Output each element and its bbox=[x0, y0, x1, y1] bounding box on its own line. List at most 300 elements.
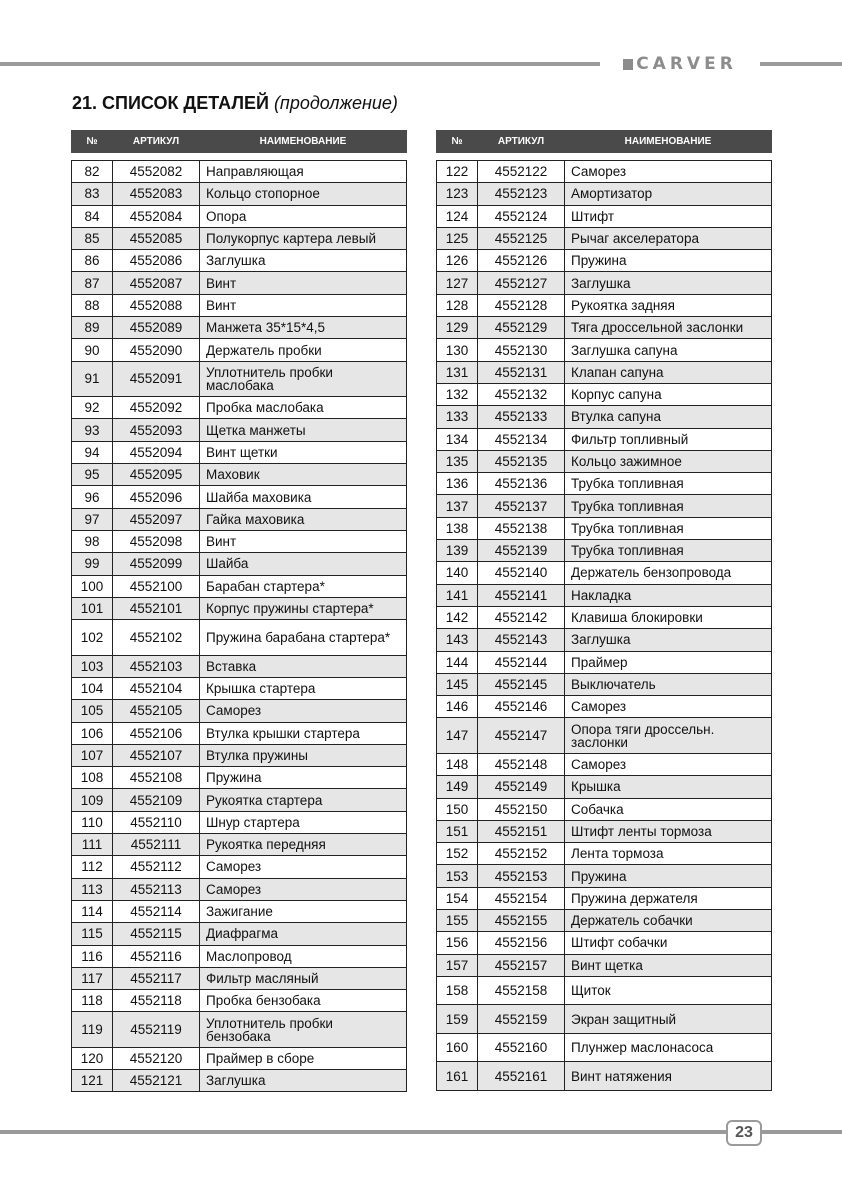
part-article: 4552153 bbox=[478, 865, 565, 887]
part-name: Штифт собачки bbox=[565, 932, 772, 954]
table-row bbox=[72, 250, 407, 272]
part-article: 4552119 bbox=[113, 1012, 200, 1048]
table-row bbox=[72, 967, 407, 989]
part-article: 4552128 bbox=[478, 294, 565, 316]
table-row bbox=[72, 923, 407, 945]
parts-table-left-body bbox=[72, 153, 407, 1092]
part-name: Диафрагма bbox=[200, 923, 407, 945]
table-row bbox=[437, 843, 772, 865]
part-article: 4552149 bbox=[478, 776, 565, 798]
column-header-name: НАИМЕНОВАНИЕ bbox=[200, 131, 407, 153]
part-name: Зажигание bbox=[200, 900, 407, 922]
table-row bbox=[437, 820, 772, 842]
table-row bbox=[437, 361, 772, 383]
part-article: 4552121 bbox=[113, 1070, 200, 1092]
part-number: 117 bbox=[72, 967, 113, 989]
part-name: Винт натяжения bbox=[565, 1062, 772, 1091]
part-article: 4552085 bbox=[113, 227, 200, 249]
table-row bbox=[437, 606, 772, 628]
part-number: 104 bbox=[72, 677, 113, 699]
part-number: 105 bbox=[72, 700, 113, 722]
table-row bbox=[437, 910, 772, 932]
part-name: Саморез bbox=[200, 700, 407, 722]
part-name: Праймер bbox=[565, 651, 772, 673]
header-gap bbox=[437, 153, 772, 161]
part-article: 4552133 bbox=[478, 406, 565, 428]
part-name: Саморез bbox=[565, 696, 772, 718]
part-article: 4552117 bbox=[113, 967, 200, 989]
part-name: Выключатель bbox=[565, 673, 772, 695]
part-number: 121 bbox=[72, 1070, 113, 1092]
part-number: 111 bbox=[72, 834, 113, 856]
table-row bbox=[437, 317, 772, 339]
table-row bbox=[72, 597, 407, 619]
table-row bbox=[437, 629, 772, 651]
part-article: 4552104 bbox=[113, 677, 200, 699]
part-article: 4552092 bbox=[113, 397, 200, 419]
table-row bbox=[72, 1070, 407, 1092]
part-name: Заглушка bbox=[565, 272, 772, 294]
part-article: 4552161 bbox=[478, 1062, 565, 1091]
table-row bbox=[437, 339, 772, 361]
part-name: Амортизатор bbox=[565, 183, 772, 205]
table-row bbox=[437, 227, 772, 249]
part-article: 4552124 bbox=[478, 205, 565, 227]
table-row bbox=[437, 450, 772, 472]
table-header bbox=[437, 131, 772, 153]
part-name: Клапан сапуна bbox=[565, 361, 772, 383]
page-title-continuation: (продолжение) bbox=[273, 93, 398, 113]
part-article: 4552127 bbox=[478, 272, 565, 294]
part-number: 150 bbox=[437, 798, 478, 820]
table-row bbox=[437, 473, 772, 495]
part-article: 4552125 bbox=[478, 227, 565, 249]
part-name: Уплотнитель пробки бензобака bbox=[200, 1012, 407, 1048]
part-number: 100 bbox=[72, 575, 113, 597]
part-article: 4552131 bbox=[478, 361, 565, 383]
part-number: 149 bbox=[437, 776, 478, 798]
table-row bbox=[437, 428, 772, 450]
part-article: 4552099 bbox=[113, 553, 200, 575]
part-article: 4552160 bbox=[478, 1033, 565, 1062]
table-row bbox=[72, 486, 407, 508]
part-number: 110 bbox=[72, 811, 113, 833]
part-name: Пружина держателя bbox=[565, 887, 772, 909]
table-row bbox=[72, 227, 407, 249]
part-article: 4552091 bbox=[113, 361, 200, 397]
part-name: Рукоятка задняя bbox=[565, 294, 772, 316]
part-number: 139 bbox=[437, 540, 478, 562]
part-article: 4552144 bbox=[478, 651, 565, 673]
table-row bbox=[72, 655, 407, 677]
part-article: 4552087 bbox=[113, 272, 200, 294]
part-name: Маховик bbox=[200, 464, 407, 486]
table-row bbox=[437, 294, 772, 316]
table-row bbox=[72, 878, 407, 900]
part-name: Пружина барабана стартера* bbox=[200, 620, 407, 656]
table-row bbox=[72, 744, 407, 766]
part-name: Трубка топливная bbox=[565, 517, 772, 539]
table-row bbox=[437, 1033, 772, 1062]
part-name: Накладка bbox=[565, 584, 772, 606]
part-article: 4552102 bbox=[113, 620, 200, 656]
table-row bbox=[72, 789, 407, 811]
table-row bbox=[72, 272, 407, 294]
part-number: 148 bbox=[437, 753, 478, 775]
part-number: 158 bbox=[437, 976, 478, 1005]
part-article: 4552155 bbox=[478, 910, 565, 932]
part-article: 4552143 bbox=[478, 629, 565, 651]
part-article: 4552159 bbox=[478, 1005, 565, 1034]
part-article: 4552097 bbox=[113, 508, 200, 530]
part-number: 155 bbox=[437, 910, 478, 932]
table-row bbox=[72, 294, 407, 316]
part-article: 4552084 bbox=[113, 205, 200, 227]
part-number: 107 bbox=[72, 744, 113, 766]
part-number: 125 bbox=[437, 227, 478, 249]
part-number: 137 bbox=[437, 495, 478, 517]
part-number: 159 bbox=[437, 1005, 478, 1034]
part-name: Корпус пружины стартера* bbox=[200, 597, 407, 619]
part-number: 160 bbox=[437, 1033, 478, 1062]
part-article: 4552136 bbox=[478, 473, 565, 495]
part-name: Саморез bbox=[200, 856, 407, 878]
part-name: Праймер в сборе bbox=[200, 1047, 407, 1069]
table-row bbox=[437, 250, 772, 272]
part-article: 4552145 bbox=[478, 673, 565, 695]
part-article: 4552154 bbox=[478, 887, 565, 909]
part-article: 4552106 bbox=[113, 722, 200, 744]
part-number: 136 bbox=[437, 473, 478, 495]
table-row bbox=[437, 954, 772, 976]
part-name: Пробка бензобака bbox=[200, 990, 407, 1012]
table-row bbox=[437, 161, 772, 183]
parts-table-right bbox=[436, 130, 772, 1091]
part-number: 154 bbox=[437, 887, 478, 909]
part-name: Винт bbox=[200, 272, 407, 294]
part-number: 128 bbox=[437, 294, 478, 316]
page-title bbox=[72, 93, 398, 114]
part-name: Опора тяги дроссельн. заслонки bbox=[565, 718, 772, 754]
part-name: Заглушка bbox=[565, 629, 772, 651]
table-row bbox=[437, 383, 772, 405]
part-name: Клавиша блокировки bbox=[565, 606, 772, 628]
part-number: 87 bbox=[72, 272, 113, 294]
table-row bbox=[437, 798, 772, 820]
table-row bbox=[72, 834, 407, 856]
part-number: 123 bbox=[437, 183, 478, 205]
part-article: 4552139 bbox=[478, 540, 565, 562]
part-number: 89 bbox=[72, 317, 113, 339]
part-number: 132 bbox=[437, 383, 478, 405]
part-number: 142 bbox=[437, 606, 478, 628]
part-name: Штифт ленты тормоза bbox=[565, 820, 772, 842]
table-row bbox=[437, 932, 772, 954]
part-name: Трубка топливная bbox=[565, 495, 772, 517]
part-article: 4552101 bbox=[113, 597, 200, 619]
part-name: Пробка маслобака bbox=[200, 397, 407, 419]
part-name: Рукоятка стартера bbox=[200, 789, 407, 811]
table-row bbox=[437, 272, 772, 294]
part-number: 86 bbox=[72, 250, 113, 272]
part-article: 4552152 bbox=[478, 843, 565, 865]
table-row bbox=[72, 339, 407, 361]
table-row bbox=[72, 700, 407, 722]
part-name: Щетка манжеты bbox=[200, 419, 407, 441]
table-row bbox=[72, 811, 407, 833]
part-number: 116 bbox=[72, 945, 113, 967]
part-name: Лента тормоза bbox=[565, 843, 772, 865]
part-number: 103 bbox=[72, 655, 113, 677]
part-number: 112 bbox=[72, 856, 113, 878]
part-name: Уплотнитель пробки маслобака bbox=[200, 361, 407, 397]
part-article: 4552111 bbox=[113, 834, 200, 856]
part-article: 4552130 bbox=[478, 339, 565, 361]
part-name: Крышка bbox=[565, 776, 772, 798]
table-header bbox=[72, 131, 407, 153]
part-article: 4552132 bbox=[478, 383, 565, 405]
part-number: 131 bbox=[437, 361, 478, 383]
footer-rule-left bbox=[0, 1130, 726, 1134]
part-article: 4552083 bbox=[113, 183, 200, 205]
part-name: Фильтр масляный bbox=[200, 967, 407, 989]
part-number: 130 bbox=[437, 339, 478, 361]
part-article: 4552148 bbox=[478, 753, 565, 775]
part-number: 91 bbox=[72, 361, 113, 397]
brand-name: CARVER bbox=[636, 54, 737, 74]
part-number: 153 bbox=[437, 865, 478, 887]
part-number: 98 bbox=[72, 530, 113, 552]
part-name: Втулка пружины bbox=[200, 744, 407, 766]
table-row bbox=[437, 584, 772, 606]
part-article: 4552089 bbox=[113, 317, 200, 339]
table-row bbox=[437, 887, 772, 909]
part-number: 143 bbox=[437, 629, 478, 651]
part-article: 4552140 bbox=[478, 562, 565, 584]
part-article: 4552151 bbox=[478, 820, 565, 842]
part-name: Кольцо стопорное bbox=[200, 183, 407, 205]
part-article: 4552141 bbox=[478, 584, 565, 606]
part-article: 4552110 bbox=[113, 811, 200, 833]
part-article: 4552157 bbox=[478, 954, 565, 976]
part-number: 140 bbox=[437, 562, 478, 584]
part-name: Винт bbox=[200, 530, 407, 552]
column-header-num: № bbox=[72, 131, 113, 153]
part-name: Саморез bbox=[200, 878, 407, 900]
part-name: Втулка сапуна bbox=[565, 406, 772, 428]
table-row bbox=[437, 183, 772, 205]
part-name: Рукоятка передняя bbox=[200, 834, 407, 856]
table-row bbox=[437, 1062, 772, 1091]
table-row bbox=[437, 865, 772, 887]
part-article: 4552158 bbox=[478, 976, 565, 1005]
column-header-article: АРТИКУЛ bbox=[113, 131, 200, 153]
table-row bbox=[437, 776, 772, 798]
part-article: 4552093 bbox=[113, 419, 200, 441]
part-name: Винт щетка bbox=[565, 954, 772, 976]
part-number: 82 bbox=[72, 161, 113, 183]
part-name: Направляющая bbox=[200, 161, 407, 183]
table-row bbox=[72, 464, 407, 486]
part-article: 4552108 bbox=[113, 767, 200, 789]
part-number: 101 bbox=[72, 597, 113, 619]
table-row bbox=[72, 161, 407, 183]
part-article: 4552103 bbox=[113, 655, 200, 677]
part-article: 4552114 bbox=[113, 900, 200, 922]
part-number: 114 bbox=[72, 900, 113, 922]
column-header-article: АРТИКУЛ bbox=[478, 131, 565, 153]
part-number: 108 bbox=[72, 767, 113, 789]
part-name: Саморез bbox=[565, 753, 772, 775]
part-number: 134 bbox=[437, 428, 478, 450]
parts-table-left bbox=[71, 130, 407, 1092]
part-name: Держатель бензопровода bbox=[565, 562, 772, 584]
part-name: Заглушка bbox=[200, 1070, 407, 1092]
part-number: 102 bbox=[72, 620, 113, 656]
table-row bbox=[437, 718, 772, 754]
part-number: 99 bbox=[72, 553, 113, 575]
part-name: Вставка bbox=[200, 655, 407, 677]
part-article: 4552137 bbox=[478, 495, 565, 517]
part-article: 4552115 bbox=[113, 923, 200, 945]
part-article: 4552113 bbox=[113, 878, 200, 900]
part-number: 119 bbox=[72, 1012, 113, 1048]
part-article: 4552090 bbox=[113, 339, 200, 361]
table-row bbox=[437, 495, 772, 517]
table-row bbox=[72, 677, 407, 699]
part-name: Трубка топливная bbox=[565, 540, 772, 562]
part-number: 138 bbox=[437, 517, 478, 539]
part-number: 124 bbox=[437, 205, 478, 227]
part-number: 157 bbox=[437, 954, 478, 976]
part-article: 4552118 bbox=[113, 990, 200, 1012]
part-number: 146 bbox=[437, 696, 478, 718]
part-number: 88 bbox=[72, 294, 113, 316]
part-number: 126 bbox=[437, 250, 478, 272]
table-row bbox=[72, 205, 407, 227]
part-article: 4552086 bbox=[113, 250, 200, 272]
part-number: 115 bbox=[72, 923, 113, 945]
part-number: 106 bbox=[72, 722, 113, 744]
part-number: 92 bbox=[72, 397, 113, 419]
table-row bbox=[437, 753, 772, 775]
table-row bbox=[72, 508, 407, 530]
part-article: 4552129 bbox=[478, 317, 565, 339]
part-article: 4552142 bbox=[478, 606, 565, 628]
part-article: 4552109 bbox=[113, 789, 200, 811]
column-header-num: № bbox=[437, 131, 478, 153]
part-name: Полукорпус картера левый bbox=[200, 227, 407, 249]
table-row bbox=[72, 419, 407, 441]
part-number: 161 bbox=[437, 1062, 478, 1091]
part-number: 113 bbox=[72, 878, 113, 900]
part-article: 4552098 bbox=[113, 530, 200, 552]
part-article: 4552095 bbox=[113, 464, 200, 486]
part-article: 4552120 bbox=[113, 1047, 200, 1069]
part-article: 4552122 bbox=[478, 161, 565, 183]
part-name: Щиток bbox=[565, 976, 772, 1005]
part-article: 4552096 bbox=[113, 486, 200, 508]
part-number: 129 bbox=[437, 317, 478, 339]
part-number: 144 bbox=[437, 651, 478, 673]
part-number: 109 bbox=[72, 789, 113, 811]
part-number: 83 bbox=[72, 183, 113, 205]
part-article: 4552146 bbox=[478, 696, 565, 718]
table-row bbox=[72, 575, 407, 597]
part-name: Шайба маховика bbox=[200, 486, 407, 508]
part-number: 151 bbox=[437, 820, 478, 842]
part-name: Шайба bbox=[200, 553, 407, 575]
part-number: 133 bbox=[437, 406, 478, 428]
part-name: Кольцо зажимное bbox=[565, 450, 772, 472]
table-row bbox=[437, 696, 772, 718]
part-name: Пружина bbox=[565, 865, 772, 887]
part-name: Втулка крышки стартера bbox=[200, 722, 407, 744]
part-article: 4552107 bbox=[113, 744, 200, 766]
part-name: Экран защитный bbox=[565, 1005, 772, 1034]
part-name: Маслопровод bbox=[200, 945, 407, 967]
table-row bbox=[72, 317, 407, 339]
part-name: Держатель собачки bbox=[565, 910, 772, 932]
part-name: Рычаг акселератора bbox=[565, 227, 772, 249]
table-row bbox=[72, 1012, 407, 1048]
table-row bbox=[72, 990, 407, 1012]
table-row bbox=[72, 945, 407, 967]
table-row bbox=[437, 540, 772, 562]
part-name: Тяга дроссельной заслонки bbox=[565, 317, 772, 339]
part-name: Крышка стартера bbox=[200, 677, 407, 699]
table-row bbox=[437, 517, 772, 539]
part-number: 93 bbox=[72, 419, 113, 441]
part-number: 96 bbox=[72, 486, 113, 508]
part-name: Штифт bbox=[565, 205, 772, 227]
part-name: Заглушка bbox=[200, 250, 407, 272]
part-article: 4552112 bbox=[113, 856, 200, 878]
part-article: 4552094 bbox=[113, 441, 200, 463]
part-article: 4552100 bbox=[113, 575, 200, 597]
table-row bbox=[437, 673, 772, 695]
part-number: 84 bbox=[72, 205, 113, 227]
part-name: Пружина bbox=[200, 767, 407, 789]
table-row bbox=[72, 361, 407, 397]
part-article: 4552138 bbox=[478, 517, 565, 539]
column-header-name: НАИМЕНОВАНИЕ bbox=[565, 131, 772, 153]
part-name: Шнур стартера bbox=[200, 811, 407, 833]
part-article: 4552126 bbox=[478, 250, 565, 272]
part-article: 4552134 bbox=[478, 428, 565, 450]
page-number: 23 bbox=[726, 1120, 762, 1146]
logo-mark-icon bbox=[623, 59, 633, 70]
parts-table-right-body bbox=[437, 153, 772, 1091]
part-name: Гайка маховика bbox=[200, 508, 407, 530]
table-row bbox=[72, 620, 407, 656]
part-article: 4552147 bbox=[478, 718, 565, 754]
footer-rule-right bbox=[760, 1130, 842, 1134]
part-name: Саморез bbox=[565, 161, 772, 183]
header-rule-left bbox=[0, 62, 600, 66]
part-article: 4552105 bbox=[113, 700, 200, 722]
part-name: Винт щетки bbox=[200, 441, 407, 463]
table-row bbox=[72, 530, 407, 552]
table-row bbox=[72, 767, 407, 789]
part-number: 152 bbox=[437, 843, 478, 865]
part-article: 4552088 bbox=[113, 294, 200, 316]
part-number: 141 bbox=[437, 584, 478, 606]
part-article: 4552082 bbox=[113, 161, 200, 183]
table-row bbox=[72, 183, 407, 205]
part-name: Корпус сапуна bbox=[565, 383, 772, 405]
table-row bbox=[72, 1047, 407, 1069]
